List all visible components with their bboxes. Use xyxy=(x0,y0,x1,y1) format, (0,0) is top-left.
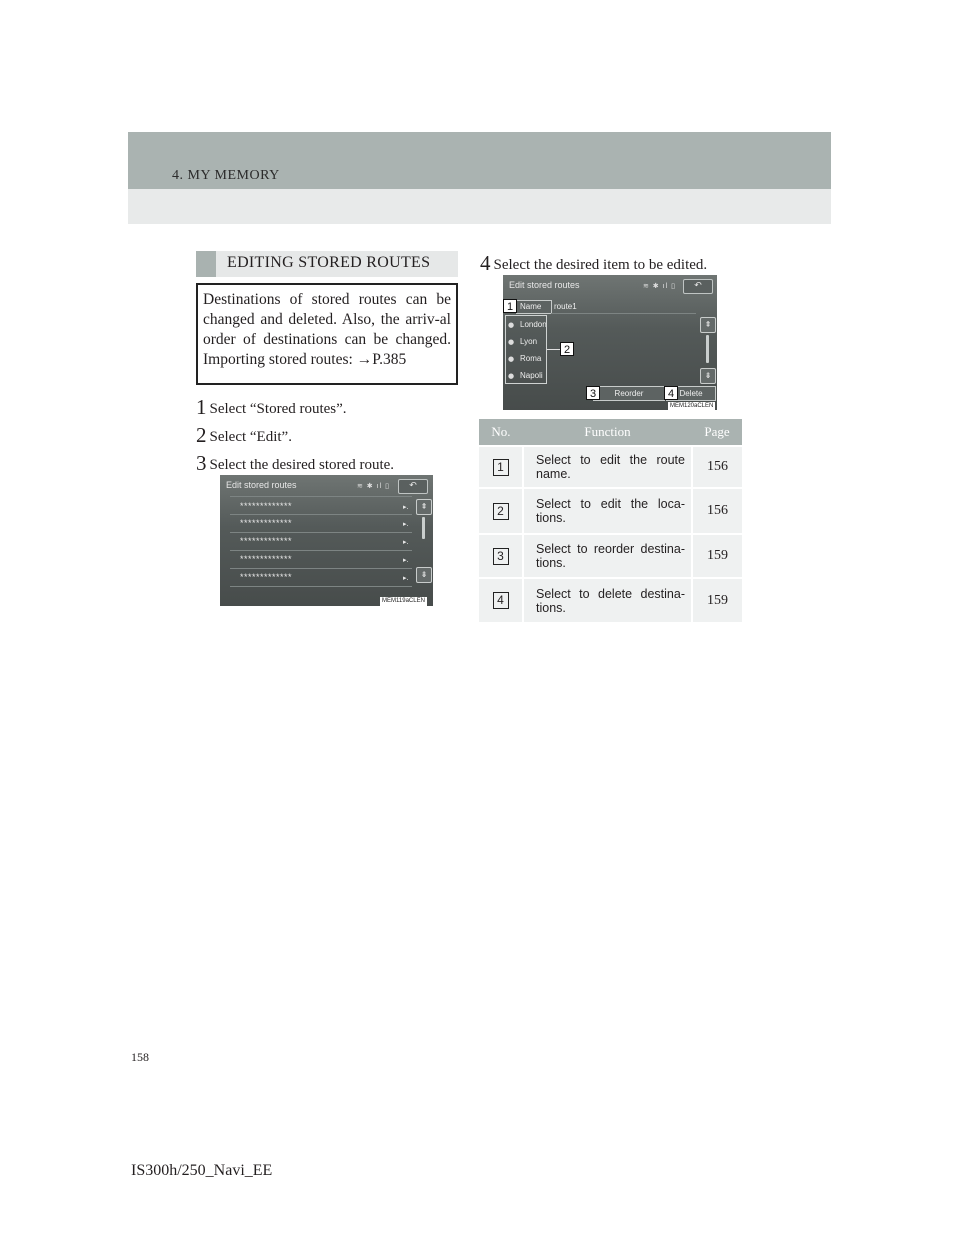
route-edit-icon[interactable]: ▸. xyxy=(403,503,409,511)
function-description: Select to delete destina-tions. xyxy=(523,578,692,622)
row-number: 4 xyxy=(493,592,509,609)
step-number: 2 xyxy=(196,423,207,447)
step-text: Select “Edit”. xyxy=(209,429,292,445)
location-name[interactable]: Lyon xyxy=(520,337,538,346)
locations-bracket xyxy=(505,315,547,384)
step-text: Select the desired stored route. xyxy=(209,457,395,473)
page-reference: 156 xyxy=(692,488,742,534)
callout-line xyxy=(547,349,561,350)
intro-text: Destinations of stored routes can be changed and deleted. Also, the arriv-al order of destinations can be changed. Importing stored routes: xyxy=(203,291,451,368)
callout-1: 1 xyxy=(503,299,517,313)
row-number: 2 xyxy=(493,503,509,520)
image-code: MEM120aCLEN xyxy=(670,403,714,409)
arrow-icon: → xyxy=(356,351,373,368)
page-reference-link[interactable]: P.385 xyxy=(372,351,407,368)
table-row xyxy=(479,446,742,488)
location-pin-icon: ● xyxy=(508,372,515,380)
scroll-up-button[interactable]: ⇞ xyxy=(416,499,432,515)
heading-title: EDITING STORED ROUTES xyxy=(227,254,431,271)
step-number: 3 xyxy=(196,451,207,475)
divider xyxy=(230,514,412,515)
divider xyxy=(230,586,412,587)
screen-title: Edit stored routes xyxy=(226,480,297,490)
divider xyxy=(230,496,412,497)
section-heading xyxy=(196,251,458,277)
status-icons: ≋ ✱ ıl ▯ xyxy=(643,283,676,290)
reorder-button[interactable]: Reorder xyxy=(593,386,665,401)
route-row-text[interactable]: ************* xyxy=(240,501,293,511)
callout-4: 4 xyxy=(664,386,678,400)
step-number: 4 xyxy=(480,251,491,275)
table-row xyxy=(479,488,742,534)
name-button[interactable] xyxy=(516,300,552,314)
location-name[interactable]: Napoli xyxy=(520,371,543,380)
divider xyxy=(230,532,412,533)
document-id: IS300h/250_Navi_EE xyxy=(131,1162,273,1179)
route-row-text[interactable]: ************* xyxy=(240,572,293,582)
route-edit-icon[interactable]: ▸. xyxy=(403,538,409,546)
screenshot-edit-route-items xyxy=(503,275,717,410)
function-description: Select to reorder destina-tions. xyxy=(523,534,692,578)
intro-box xyxy=(196,283,458,385)
page-reference: 156 xyxy=(692,446,742,488)
location-name[interactable]: Roma xyxy=(520,354,542,363)
header-subband xyxy=(128,189,831,224)
section-title: 4. MY MEMORY xyxy=(172,168,280,183)
divider xyxy=(230,568,412,569)
scrollbar[interactable] xyxy=(706,335,709,363)
table-row xyxy=(479,534,742,578)
function-table xyxy=(479,419,742,622)
column-header-no: No. xyxy=(479,419,523,446)
step-2 xyxy=(196,423,292,448)
function-description: Select to edit the route name. xyxy=(523,446,692,488)
table-row xyxy=(479,578,742,622)
row-number: 1 xyxy=(493,459,509,476)
route-edit-icon[interactable]: ▸. xyxy=(403,556,409,564)
route-row-text[interactable]: ************* xyxy=(240,518,293,528)
scrollbar[interactable] xyxy=(422,517,425,539)
name-button-label: Name xyxy=(520,302,542,311)
callout-3: 3 xyxy=(586,386,600,400)
column-header-page: Page xyxy=(692,419,742,446)
divider xyxy=(230,550,412,551)
location-pin-icon: ● xyxy=(508,355,515,363)
delete-button[interactable]: Delete xyxy=(666,386,716,401)
column-header-function: Function xyxy=(523,419,692,446)
back-button[interactable]: ↶ xyxy=(398,479,428,494)
location-pin-icon: ● xyxy=(508,321,515,329)
screenshot-edit-stored-routes xyxy=(220,475,433,606)
step-3 xyxy=(196,451,394,476)
location-name[interactable]: London xyxy=(520,320,547,329)
page-number: 158 xyxy=(131,1050,149,1064)
row-number: 3 xyxy=(493,548,509,565)
scroll-down-button[interactable]: ⇟ xyxy=(700,368,716,384)
back-button[interactable]: ↶ xyxy=(683,279,713,294)
status-icons: ≋ ✱ ıl ▯ xyxy=(357,483,390,490)
step-4 xyxy=(480,251,707,276)
image-code: MEM119aCLEN xyxy=(382,598,425,604)
route-row-text[interactable]: ************* xyxy=(240,554,293,564)
page-reference: 159 xyxy=(692,534,742,578)
table-header-row xyxy=(479,419,742,446)
step-number: 1 xyxy=(196,395,207,419)
route-name-value: route1 xyxy=(554,302,577,311)
function-description: Select to edit the loca-tions. xyxy=(523,488,692,534)
callout-2: 2 xyxy=(560,342,574,356)
step-text: Select “Stored routes”. xyxy=(209,401,347,417)
screen-title: Edit stored routes xyxy=(509,280,580,290)
divider xyxy=(551,313,696,314)
location-pin-icon: ● xyxy=(508,338,515,346)
route-edit-icon[interactable]: ▸. xyxy=(403,574,409,582)
step-text: Select the desired item to be edited. xyxy=(493,257,708,273)
route-row-text[interactable]: ************* xyxy=(240,536,293,546)
scroll-down-button[interactable]: ⇟ xyxy=(416,567,432,583)
heading-tab xyxy=(196,251,216,277)
route-edit-icon[interactable]: ▸. xyxy=(403,520,409,528)
scroll-up-button[interactable]: ⇞ xyxy=(700,317,716,333)
step-1 xyxy=(196,395,347,420)
page-reference: 159 xyxy=(692,578,742,622)
